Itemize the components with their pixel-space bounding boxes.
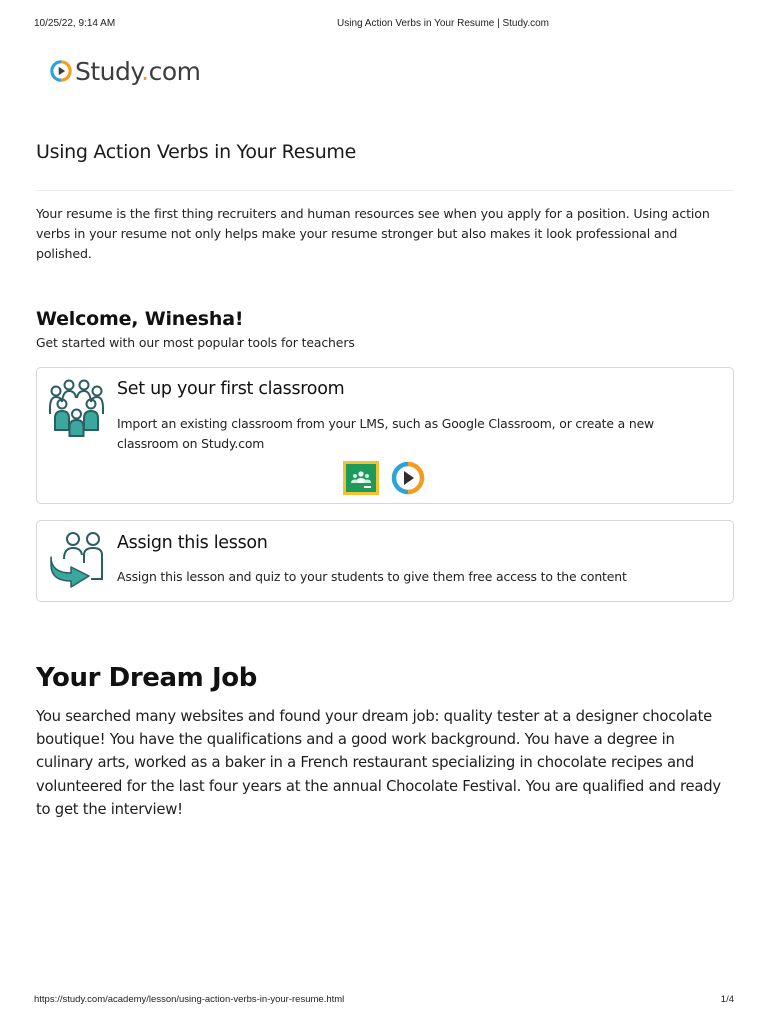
assign-lesson-icon [47,529,107,589]
logo-wordmark [75,56,201,86]
print-page-title: Using Action Verbs in Your Resume | Study.com [337,18,549,29]
setup-classroom-card[interactable] [36,367,734,504]
print-datetime: 10/25/22, 9:14 AM [34,18,116,29]
title-divider [36,190,733,191]
study-com-icon[interactable] [391,461,425,495]
provider-buttons [343,461,425,495]
welcome-subtitle: Get started with our most popular tools for teachers [36,335,355,350]
logo-dot: . [141,56,149,86]
logo-tld: com [148,56,201,86]
welcome-title: Welcome, Winesha! [36,308,244,330]
section-title: Your Dream Job [36,663,257,693]
card-description: Import an existing classroom from your LMS, such as Google Classroom, or create a new classroom on Study.com [117,416,655,451]
page-title: Using Action Verbs in Your Resume [36,141,357,163]
google-classroom-icon[interactable] [343,461,379,495]
article-intro: Your resume is the first thing recruiters and human resources see when you apply for a position. Using action verbs in your resume not only helps make your resume stronger but also makes it look professional and polished. [36,206,710,261]
play-circle-logo-icon [50,60,72,82]
classroom-group-icon [47,378,107,438]
print-header [0,18,768,32]
print-footer [0,994,768,1008]
study-com-logo[interactable] [50,55,200,87]
print-url: https://study.com/academy/lesson/using-action-verbs-in-your-resume.html [34,994,345,1005]
card-title[interactable]: Assign this lesson [117,533,268,553]
logo-name: Study [75,56,142,86]
card-description: Assign this lesson and quiz to your students to give them free access to the content [117,569,627,584]
section-body: You searched many websites and found your dream job: quality tester at a designer chocolate boutique! You have the qualifications and a good work background. You have a degree in culinary arts, worked as a baker in a French restaurant specializing in chocolate recipes and volunteered for the last four years at the annual Chocolate Festival. You are qualified and ready to get the interview! [36,708,721,818]
page-number: 1/4 [720,994,734,1005]
assign-lesson-card[interactable] [36,520,734,602]
card-title[interactable]: Set up your first classroom [117,379,345,399]
